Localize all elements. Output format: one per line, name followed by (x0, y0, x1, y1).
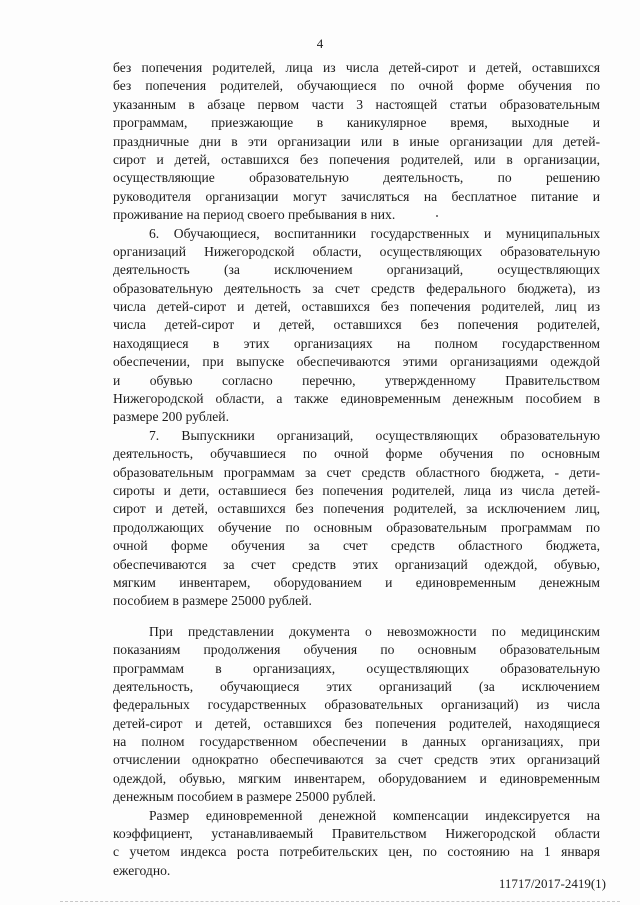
text-line: размере 200 рублей. (113, 409, 229, 425)
text-line: Нижегородской области, а также единовременным денежным пособием в (113, 391, 600, 407)
text-line: пособием в размере 25000 рублей. (113, 593, 312, 609)
document-id: 11717/2017-2419(1) (498, 876, 606, 891)
text-line: образовательным программам за счет средств областного бюджета, - дети- (113, 464, 600, 480)
text-line: очной форме обучения за счет средств областного бюджета, (113, 538, 600, 554)
text-line: показаниям продолжения обучения по основным образовательным (113, 642, 600, 658)
text-line: мягким инвентарем, оборудованием и единовременным денежным (113, 574, 600, 590)
text-line: федеральных государственных образовательных организаций) из числа (113, 697, 600, 713)
text-line: деятельность, обучающиеся этих организаций (за исключением (113, 678, 600, 694)
text-line: сирот и детей, оставшихся без попечения родителей, за исключением лиц, (113, 501, 600, 517)
text-line: праздничные дни в эти организации или в иные организации для детей- (113, 133, 600, 149)
text-line: программам в организациях, осуществляющих образовательную (113, 660, 600, 676)
text-line: отчислении однократно обеспечиваются за счет средств этих организаций (113, 752, 600, 768)
text-line: деятельность (за исключением организаций, осуществляющих (113, 262, 600, 278)
text-line: 7. Выпускники организаций, осуществляющих образовательную (149, 427, 600, 443)
text-line: без попечения родителей, лица из числа детей-сирот и детей, оставшихся (113, 60, 600, 75)
text-line: деятельность, обучавшиеся по очной форме обучения по основным (113, 446, 600, 462)
text-line: числа детей-сирот и детей, оставшихся без попечения родителей, (113, 317, 600, 333)
paragraph (113, 427, 600, 611)
paragraph (113, 59, 600, 225)
text-line: Размер единовременной денежной компенсации индексируется на (149, 807, 600, 823)
text-line: и обувью согласно перечню, утвержденному Правительством (113, 372, 600, 388)
text-line: одеждой, обувью, мягким инвентарем, оборудованием и единовременным (113, 770, 600, 786)
text-line: 6. Обучающиеся, воспитанники государственных и муниципальных (149, 225, 600, 241)
text-line: ежегодно. (113, 862, 171, 878)
paragraph (113, 807, 600, 881)
text-line: на полном государственном обеспечении в данных организациях, при (113, 734, 600, 750)
text-line: обеспечении, при выпуске обеспечиваются этими организациями одеждой (113, 354, 600, 370)
paragraph (113, 623, 600, 807)
text-line: программам, приезжающие в каникулярное время, выходные и (113, 115, 600, 131)
text-line: обеспечиваются за счет средств этих организаций одеждой, обувью, (113, 556, 600, 572)
scan-speck (436, 215, 438, 217)
document-body (113, 59, 600, 880)
text-line: продолжающих обучение по основным образовательным программам по (113, 519, 600, 535)
text-line: При представлении документа о невозможности по медицинским (149, 623, 600, 639)
text-line: образовательную деятельность за счет средств федерального бюджета), из (113, 280, 600, 296)
text-line: с учетом индекса роста потребительских цен, по состоянию на 1 января (113, 844, 600, 860)
text-line: руководителя организации могут зачисляться на бесплатное питание и (113, 188, 600, 204)
text-line: денежным пособием в размере 25000 рублей. (113, 789, 376, 805)
page-number: 4 (316, 36, 324, 51)
text-line: сироты и дети, оставшиеся без попечения родителей, лица из числа детей- (113, 482, 600, 498)
text-line: коэффициент, устанавливаемый Правительством Нижегородской области (113, 826, 600, 842)
text-line: без попечения родителей, обучающиеся по очной форме обучения по (113, 78, 600, 94)
text-line: проживание на период своего пребывания в них. (113, 207, 396, 223)
text-line: осуществляющие образовательную деятельность, по решению (113, 170, 600, 186)
scan-edge-line (60, 901, 620, 903)
text-line: детей-сирот и детей, оставшихся без попечения родителей, находящиеся (113, 715, 600, 731)
paragraph (113, 225, 600, 427)
text-line: находящиеся в этих организациях на полном государственном (113, 335, 600, 351)
text-line: сирот и детей, оставшихся без попечения родителей, или в организации, (113, 151, 600, 167)
text-line: организаций Нижегородской области, осуществляющих образовательную (113, 243, 600, 259)
text-line: числа детей-сирот и детей, оставшихся без попечения родителей, лиц из (113, 299, 600, 315)
text-line: указанным в абзаце первом части 3 настоящей статьи образовательным (113, 96, 600, 112)
paragraph-gap (113, 611, 600, 623)
